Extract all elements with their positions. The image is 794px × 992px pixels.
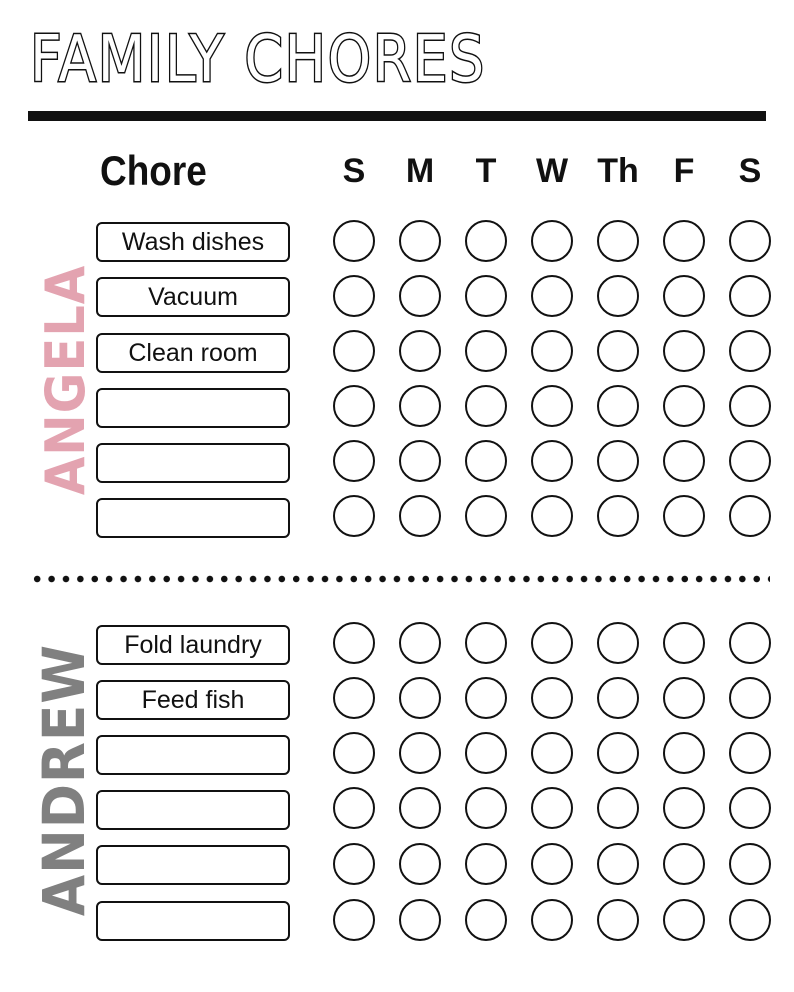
day-header-mon: M bbox=[405, 152, 435, 190]
chore-field[interactable] bbox=[96, 443, 290, 483]
checkbox-circle-fri[interactable] bbox=[663, 899, 705, 941]
checkbox-circle-mon[interactable] bbox=[399, 843, 441, 885]
checkbox-circle-sat[interactable] bbox=[729, 275, 771, 317]
chore-column-header: Chore bbox=[100, 147, 207, 194]
checkbox-circle-sat[interactable] bbox=[729, 495, 771, 537]
chore-field[interactable] bbox=[96, 735, 290, 775]
checkbox-circle-mon[interactable] bbox=[399, 677, 441, 719]
checkbox-circle-sun[interactable] bbox=[333, 787, 375, 829]
checkbox-circle-wed[interactable] bbox=[531, 899, 573, 941]
checkbox-circle-wed[interactable] bbox=[531, 330, 573, 372]
checkbox-circle-sun[interactable] bbox=[333, 622, 375, 664]
checkbox-circle-sun[interactable] bbox=[333, 899, 375, 941]
chore-field[interactable]: Clean room bbox=[96, 333, 290, 373]
checkbox-circle-mon[interactable] bbox=[399, 732, 441, 774]
checkbox-circle-thu[interactable] bbox=[597, 275, 639, 317]
chore-field[interactable] bbox=[96, 901, 290, 941]
checkbox-circle-wed[interactable] bbox=[531, 440, 573, 482]
day-header-thu: Th bbox=[597, 152, 639, 190]
checkbox-circle-fri[interactable] bbox=[663, 440, 705, 482]
checkbox-circle-tue[interactable] bbox=[465, 275, 507, 317]
checkbox-circle-thu[interactable] bbox=[597, 495, 639, 537]
checkbox-circle-sat[interactable] bbox=[729, 220, 771, 262]
checkbox-circle-fri[interactable] bbox=[663, 677, 705, 719]
day-header-wed: W bbox=[535, 152, 569, 190]
checkbox-circle-mon[interactable] bbox=[399, 330, 441, 372]
checkbox-circle-tue[interactable] bbox=[465, 220, 507, 262]
checkbox-circle-sun[interactable] bbox=[333, 220, 375, 262]
checkbox-circle-thu[interactable] bbox=[597, 732, 639, 774]
checkbox-circle-tue[interactable] bbox=[465, 330, 507, 372]
checkbox-circle-sun[interactable] bbox=[333, 330, 375, 372]
checkbox-circle-wed[interactable] bbox=[531, 843, 573, 885]
person-name: ANDREW bbox=[30, 643, 98, 917]
checkbox-circle-sat[interactable] bbox=[729, 677, 771, 719]
checkbox-circle-sat[interactable] bbox=[729, 440, 771, 482]
checkbox-circle-sat[interactable] bbox=[729, 330, 771, 372]
checkbox-circle-sun[interactable] bbox=[333, 385, 375, 427]
checkbox-circle-fri[interactable] bbox=[663, 220, 705, 262]
checkbox-circle-wed[interactable] bbox=[531, 495, 573, 537]
checkbox-circle-fri[interactable] bbox=[663, 787, 705, 829]
day-header-fri: F bbox=[673, 152, 695, 190]
checkbox-circle-fri[interactable] bbox=[663, 275, 705, 317]
day-header-tue: T bbox=[475, 152, 497, 190]
checkbox-circle-fri[interactable] bbox=[663, 622, 705, 664]
checkbox-circle-fri[interactable] bbox=[663, 385, 705, 427]
checkbox-circle-sat[interactable] bbox=[729, 843, 771, 885]
checkbox-circle-tue[interactable] bbox=[465, 385, 507, 427]
page-title: FAMILY CHORES bbox=[30, 23, 486, 97]
checkbox-circle-sat[interactable] bbox=[729, 732, 771, 774]
checkbox-circle-wed[interactable] bbox=[531, 385, 573, 427]
chore-field[interactable] bbox=[96, 845, 290, 885]
checkbox-circle-wed[interactable] bbox=[531, 732, 573, 774]
checkbox-circle-mon[interactable] bbox=[399, 495, 441, 537]
checkbox-circle-fri[interactable] bbox=[663, 732, 705, 774]
chore-field[interactable] bbox=[96, 388, 290, 428]
checkbox-circle-sun[interactable] bbox=[333, 495, 375, 537]
checkbox-circle-sat[interactable] bbox=[729, 622, 771, 664]
section-divider bbox=[30, 575, 770, 583]
checkbox-circle-wed[interactable] bbox=[531, 677, 573, 719]
checkbox-circle-thu[interactable] bbox=[597, 330, 639, 372]
checkbox-circle-mon[interactable] bbox=[399, 385, 441, 427]
checkbox-circle-tue[interactable] bbox=[465, 622, 507, 664]
chore-field[interactable]: Vacuum bbox=[96, 277, 290, 317]
checkbox-circle-sat[interactable] bbox=[729, 385, 771, 427]
checkbox-circle-thu[interactable] bbox=[597, 787, 639, 829]
chore-field[interactable]: Feed fish bbox=[96, 680, 290, 720]
checkbox-circle-sun[interactable] bbox=[333, 275, 375, 317]
chore-field[interactable] bbox=[96, 498, 290, 538]
checkbox-circle-tue[interactable] bbox=[465, 677, 507, 719]
chore-field[interactable] bbox=[96, 790, 290, 830]
checkbox-circle-tue[interactable] bbox=[465, 899, 507, 941]
checkbox-circle-mon[interactable] bbox=[399, 275, 441, 317]
checkbox-circle-thu[interactable] bbox=[597, 622, 639, 664]
checkbox-circle-tue[interactable] bbox=[465, 787, 507, 829]
checkbox-circle-mon[interactable] bbox=[399, 622, 441, 664]
checkbox-circle-mon[interactable] bbox=[399, 787, 441, 829]
person-name: ANGELA bbox=[34, 264, 97, 496]
checkbox-circle-mon[interactable] bbox=[399, 899, 441, 941]
checkbox-circle-tue[interactable] bbox=[465, 843, 507, 885]
checkbox-circle-thu[interactable] bbox=[597, 220, 639, 262]
checkbox-circle-wed[interactable] bbox=[531, 220, 573, 262]
checkbox-circle-tue[interactable] bbox=[465, 495, 507, 537]
day-header-sun: S bbox=[342, 152, 366, 190]
checkbox-circle-mon[interactable] bbox=[399, 220, 441, 262]
checkbox-circle-sat[interactable] bbox=[729, 787, 771, 829]
checkbox-circle-mon[interactable] bbox=[399, 440, 441, 482]
chore-field[interactable]: Fold laundry bbox=[96, 625, 290, 665]
checkbox-circle-wed[interactable] bbox=[531, 275, 573, 317]
checkbox-circle-wed[interactable] bbox=[531, 787, 573, 829]
checkbox-circle-tue[interactable] bbox=[465, 440, 507, 482]
checkbox-circle-thu[interactable] bbox=[597, 843, 639, 885]
checkbox-circle-thu[interactable] bbox=[597, 899, 639, 941]
chore-field[interactable]: Wash dishes bbox=[96, 222, 290, 262]
day-header-sat: S bbox=[738, 152, 762, 190]
checkbox-circle-tue[interactable] bbox=[465, 732, 507, 774]
checkbox-circle-fri[interactable] bbox=[663, 495, 705, 537]
checkbox-circle-wed[interactable] bbox=[531, 622, 573, 664]
checkbox-circle-fri[interactable] bbox=[663, 843, 705, 885]
checkbox-circle-thu[interactable] bbox=[597, 385, 639, 427]
checkbox-circle-fri[interactable] bbox=[663, 330, 705, 372]
checkbox-circle-sun[interactable] bbox=[333, 732, 375, 774]
checkbox-circle-sat[interactable] bbox=[729, 899, 771, 941]
checkbox-circle-sun[interactable] bbox=[333, 677, 375, 719]
checkbox-circle-sun[interactable] bbox=[333, 440, 375, 482]
checkbox-circle-sun[interactable] bbox=[333, 843, 375, 885]
checkbox-circle-thu[interactable] bbox=[597, 677, 639, 719]
checkbox-circle-thu[interactable] bbox=[597, 440, 639, 482]
title-divider bbox=[28, 111, 766, 121]
